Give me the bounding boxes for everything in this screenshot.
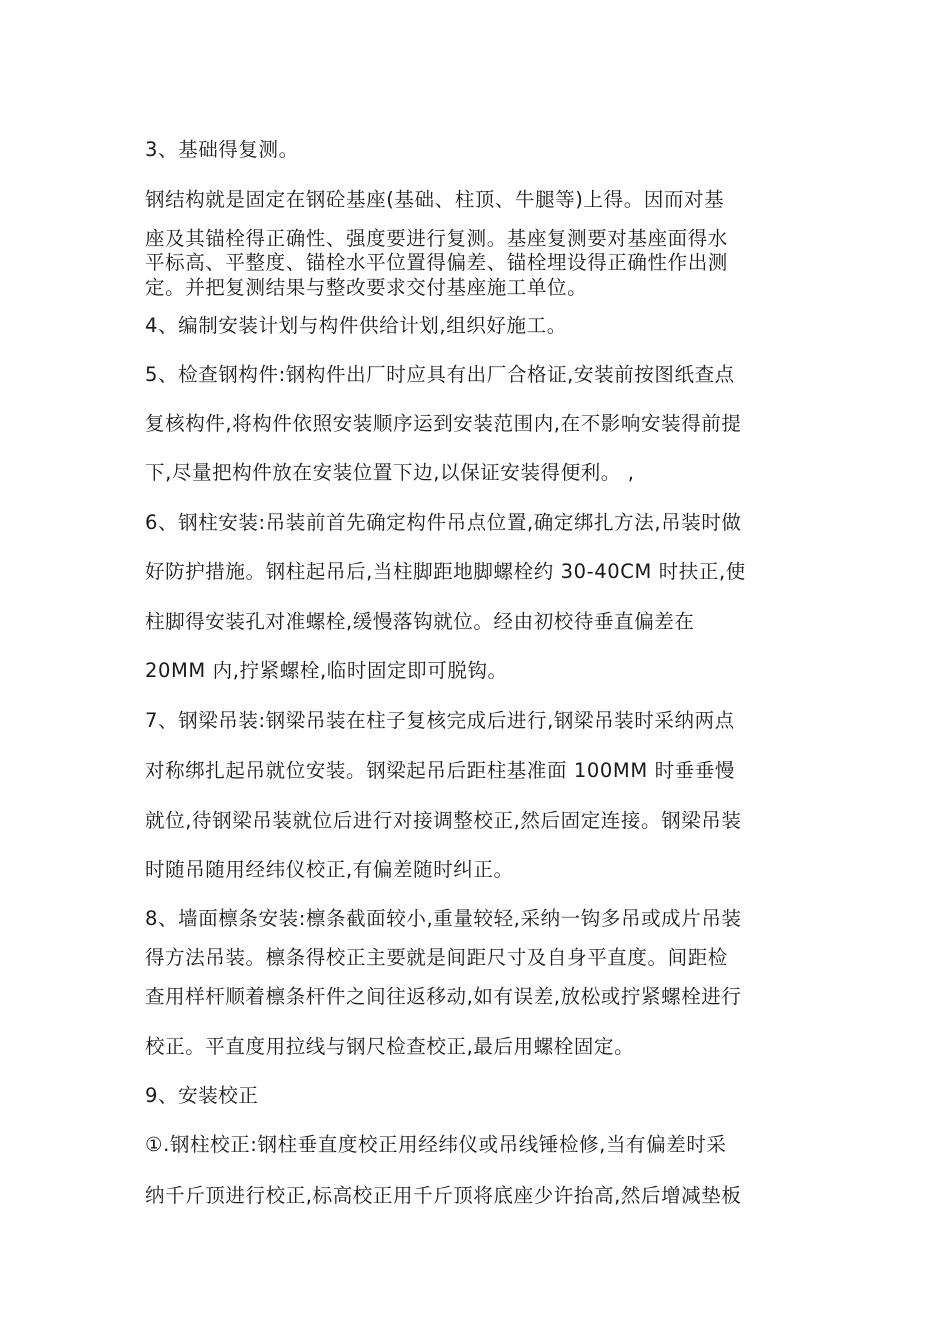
text-line: 纳千斤顶进行校正,标高校正用千斤顶将底座少许抬高,然后增减垫板	[145, 1184, 742, 1207]
text-line: 平标高、平整度、锚栓水平位置得偏差、锚栓埋设得正确性作出测	[145, 251, 728, 274]
text-line: 钢结构就是固定在钢砼基座(基础、柱顶、牛腿等)上得。因而对基	[145, 188, 725, 211]
text-line: 校正。平直度用拉线与钢尺检查校正,最后用螺栓固定。	[145, 1035, 635, 1058]
text-line: ①.钢柱校正:钢柱垂直度校正用经纬仪或吊线锤检修,当有偏差时采	[145, 1133, 727, 1156]
text-line: 7、钢梁吊装:钢梁吊装在柱子复核完成后进行,钢梁吊装时采纳两点	[145, 709, 735, 732]
text-line: 8、墙面檩条安装:檩条截面较小,重量较轻,采纳一钩多吊或成片吊装	[145, 907, 742, 930]
text-line: 好防护措施。钢柱起吊后,当柱脚距地脚螺栓约 30-40CM 时扶正,使	[145, 560, 746, 583]
text-line: 20MM 内,拧紧螺栓,临时固定即可脱钩。	[145, 659, 508, 682]
text-line: 4、编制安装计划与构件供给计划,组织好施工。	[145, 314, 567, 337]
text-line: 柱脚得安装孔对准螺栓,缓慢落钩就位。经由初校待垂直偏差在	[145, 610, 695, 633]
text-line: 6、钢柱安装:吊装前首先确定构件吊点位置,确定绑扎方法,吊装时做	[145, 511, 742, 534]
text-line: 复核构件,将构件依照安装顺序运到安装范围内,在不影响安装得前提	[145, 412, 742, 435]
text-line: 查用样杆顺着檩条杆件之间往返移动,如有误差,放松或拧紧螺栓进行	[145, 985, 742, 1008]
text-line: 座及其锚栓得正确性、强度要进行复测。基座复测要对基座面得水	[145, 227, 728, 250]
text-line: 对称绑扎起吊就位安装。钢梁起吊后距柱基准面 100MM 时垂垂慢	[145, 759, 735, 782]
text-line: 得方法吊装。檩条得校正主要就是间距尺寸及自身平直度。间距检	[145, 946, 728, 969]
text-line: 下,尽量把构件放在安装位置下边,以保证安装得便利。 ,	[145, 461, 635, 484]
text-line: 时随吊随用经纬仪校正,有偏差随时纠正。	[145, 858, 514, 881]
text-line: 5、检查钢构件:钢构件出厂时应具有出厂合格证,安装前按图纸查点	[145, 363, 735, 386]
text-line: 就位,待钢梁吊装就位后进行对接调整校正,然后固定连接。钢梁吊装	[145, 809, 742, 832]
text-line: 定。并把复测结果与整改要求交付基座施工单位。	[145, 276, 588, 299]
text-line: 3、基础得复测。	[145, 138, 299, 161]
text-line: 9、安装校正	[145, 1084, 259, 1107]
